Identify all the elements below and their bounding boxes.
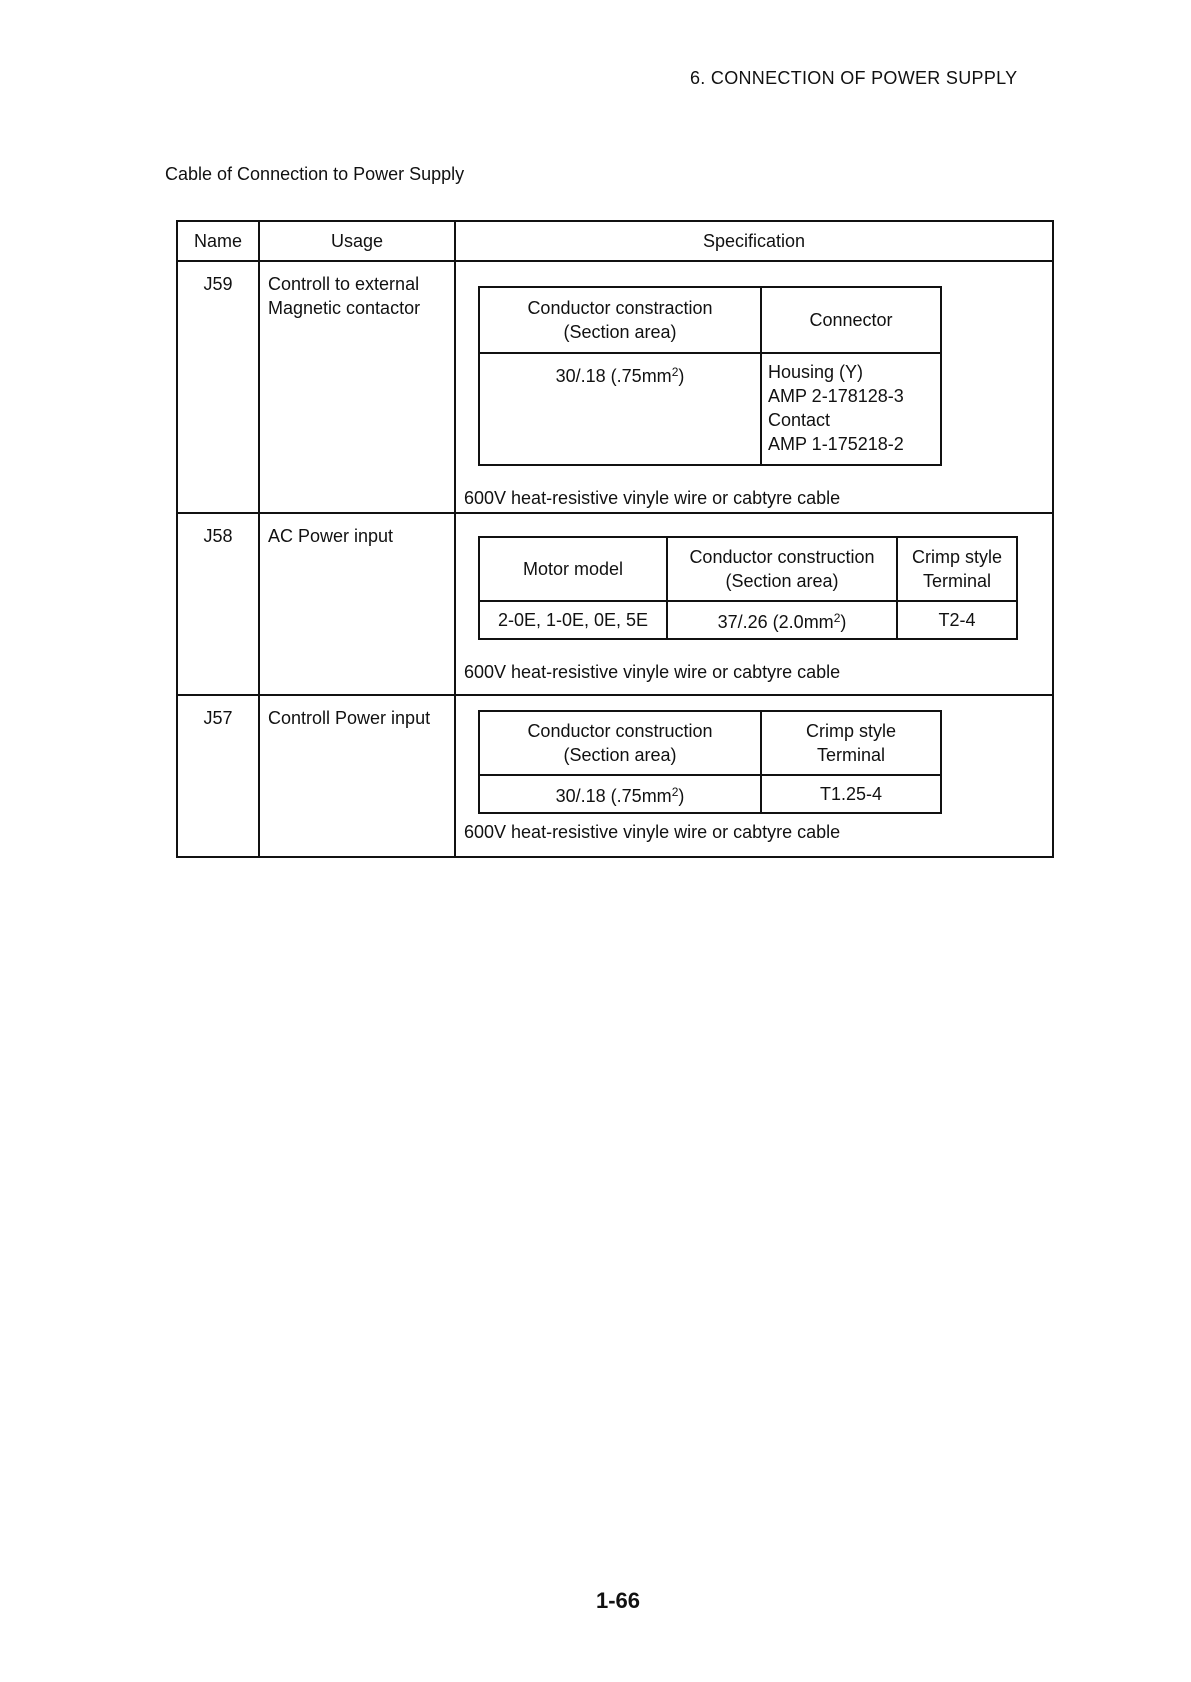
table-row-j59 bbox=[177, 261, 1053, 513]
power-cable-table bbox=[176, 220, 1054, 858]
value-line: Contact bbox=[768, 410, 831, 430]
spec-header-conductor bbox=[479, 287, 761, 353]
header-line: Terminal bbox=[816, 745, 886, 765]
value-text: ) bbox=[678, 366, 685, 386]
spec-header-row bbox=[479, 711, 941, 775]
row-name: J59 bbox=[177, 261, 259, 513]
row-usage bbox=[259, 513, 455, 695]
spec-value-crimp-terminal: T2-4 bbox=[897, 601, 1017, 639]
header-line: Crimp style bbox=[911, 547, 1002, 567]
usage-line: AC Power input bbox=[268, 526, 394, 546]
value-text: 30/.18 (.75mm bbox=[555, 366, 672, 386]
spec-value-connector bbox=[761, 353, 941, 465]
cable-note: 600V heat-resistive vinyle wire or cabtyre cable bbox=[464, 822, 841, 842]
value-line: AMP 2-178128-3 bbox=[768, 386, 904, 406]
spec-value-crimp-terminal: T1.25-4 bbox=[761, 775, 941, 813]
row-usage bbox=[259, 261, 455, 513]
header-line: Crimp style bbox=[805, 721, 896, 741]
spec-header-crimp-terminal bbox=[897, 537, 1017, 601]
value-line: Housing (Y) bbox=[768, 362, 864, 382]
value-line: AMP 1-175218-2 bbox=[768, 434, 904, 454]
header-line: Conductor constraction bbox=[527, 298, 713, 318]
superscript: 2 bbox=[671, 365, 679, 379]
row-specification bbox=[455, 513, 1053, 695]
spec-header-motor-model: Motor model bbox=[479, 537, 667, 601]
table-header-row bbox=[177, 221, 1053, 261]
header-line: Conductor construction bbox=[689, 547, 875, 567]
header-line: (Section area) bbox=[725, 571, 839, 591]
spec-header-row bbox=[479, 287, 941, 353]
header-line: Conductor construction bbox=[527, 721, 713, 741]
page-number: 1-66 bbox=[596, 1588, 641, 1613]
spec-header-conductor bbox=[479, 711, 761, 775]
spec-inner-table bbox=[478, 536, 1018, 640]
spec-value-motor-model: 2-0E, 1-0E, 0E, 5E bbox=[479, 601, 667, 639]
usage-line: Magnetic contactor bbox=[268, 298, 421, 318]
section-header: 6. CONNECTION OF POWER SUPPLY bbox=[690, 68, 1018, 88]
spec-value-conductor bbox=[479, 353, 761, 465]
spec-inner-table bbox=[478, 286, 942, 466]
superscript: 2 bbox=[671, 785, 679, 799]
header-usage: Usage bbox=[259, 221, 455, 261]
spec-value-row bbox=[479, 353, 941, 465]
table-row-j58 bbox=[177, 513, 1053, 695]
row-usage bbox=[259, 695, 455, 857]
header-line: (Section area) bbox=[563, 322, 677, 342]
row-name: J57 bbox=[177, 695, 259, 857]
cable-note: 600V heat-resistive vinyle wire or cabtyre cable bbox=[464, 662, 841, 682]
cable-note: 600V heat-resistive vinyle wire or cabtyre cable bbox=[464, 488, 841, 508]
spec-inner-table bbox=[478, 710, 942, 814]
spec-value-conductor bbox=[479, 775, 761, 813]
header-line: Terminal bbox=[922, 571, 992, 591]
spec-value-row bbox=[479, 601, 1017, 639]
row-specification bbox=[455, 695, 1053, 857]
value-text: ) bbox=[678, 786, 685, 806]
spec-value-row bbox=[479, 775, 941, 813]
spec-header-crimp-terminal bbox=[761, 711, 941, 775]
spec-header-connector: Connector bbox=[761, 287, 941, 353]
table-row-j57 bbox=[177, 695, 1053, 857]
header-specification: Specification bbox=[455, 221, 1053, 261]
value-text: ) bbox=[840, 612, 847, 632]
header-name: Name bbox=[177, 221, 259, 261]
spec-header-conductor bbox=[667, 537, 897, 601]
value-text: 30/.18 (.75mm bbox=[555, 786, 672, 806]
value-text: 37/.26 (2.0mm bbox=[717, 612, 834, 632]
superscript: 2 bbox=[833, 611, 841, 625]
header-line: (Section area) bbox=[563, 745, 677, 765]
row-name: J58 bbox=[177, 513, 259, 695]
spec-header-row bbox=[479, 537, 1017, 601]
usage-line: Controll to external bbox=[268, 274, 420, 294]
row-specification bbox=[455, 261, 1053, 513]
table-caption: Cable of Connection to Power Supply bbox=[165, 164, 465, 184]
usage-line: Controll Power input bbox=[268, 708, 431, 728]
spec-value-conductor bbox=[667, 601, 897, 639]
